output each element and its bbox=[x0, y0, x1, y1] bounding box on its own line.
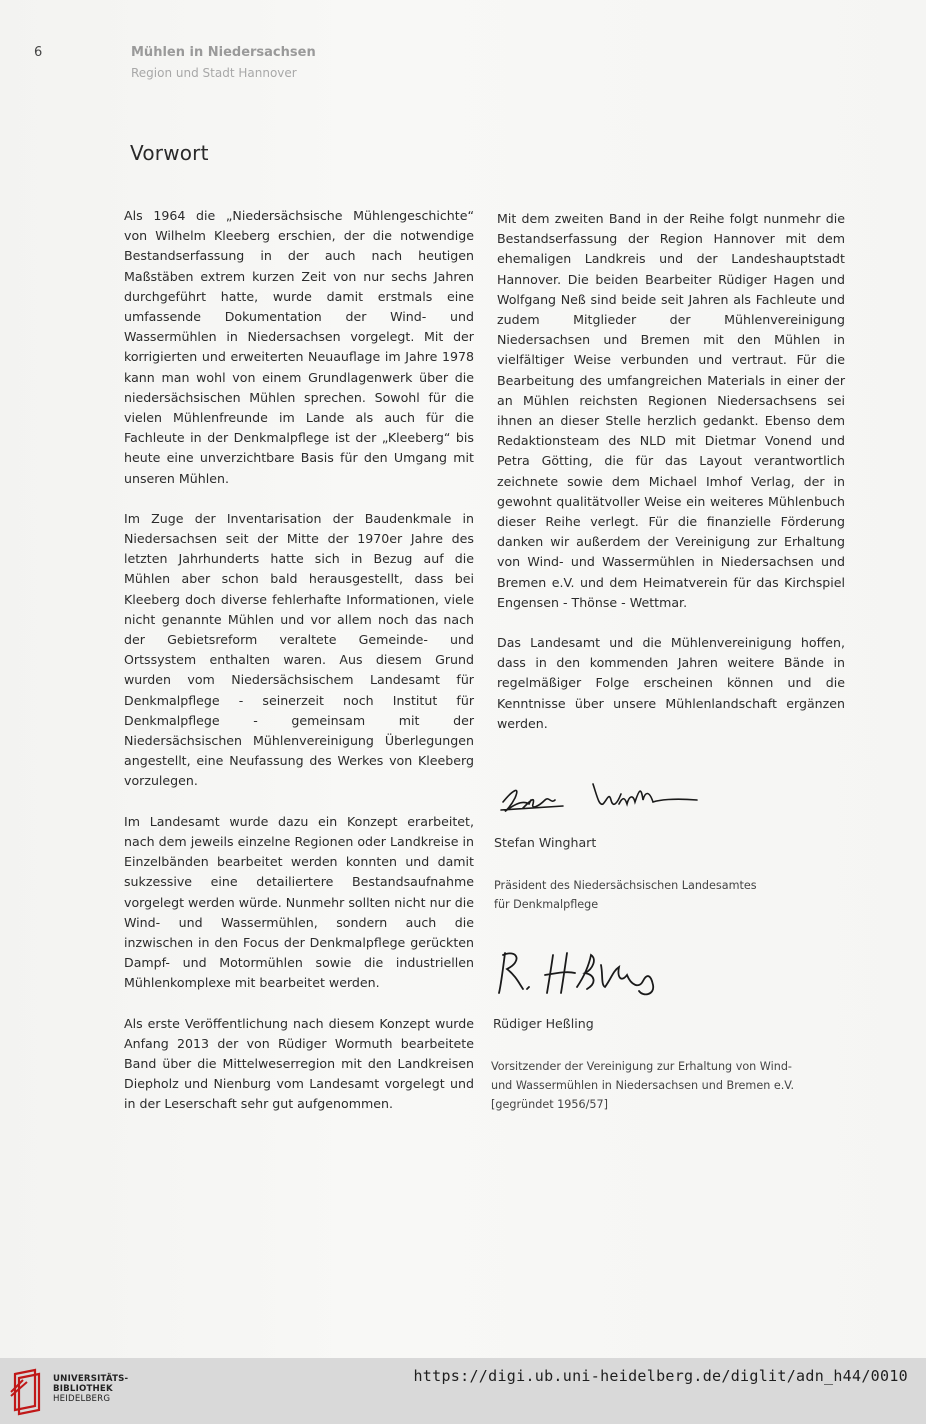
paragraph: Mit dem zweiten Band in der Reihe folgt nunmehr die Bestandserfassung der Region Hannover mit dem ehemaligen Landkreis und der Landeshauptstadt Hannover. Die beiden Bearbeiter Rüdiger Hagen und Wolfgang Neß sind beide seit Jahren als Fachleute und zudem Mitglieder der Mühlenvereinigung Niedersachsen und Bremen mit den Mühlen in vielfältiger Weise verbunden und vertraut. Für die Bearbeitung des umfangreichen Materials in einer der an Mühlen reichsten Regionen Niedersachsens sei ihnen an dieser Stelle herzlich gedankt. Ebenso dem Redaktionsteam des NLD mit Dietmar Vonend und Petra Götting, die für das Layout verantwortlich zeichnete sowie dem Michael Imhof Verlag, der in gewohnt qualitätvoller Weise ein weiteres Mühlenbuch dieser Reihe verlegt. Für die finanzielle Förderung danken wir außerdem der Vereinigung zur Erhaltung von Wind- und Wassermühlen in Niedersachsen und Bremen e.V. und dem Heimatverein für das Kirchspiel Engensen - Thönse - Wettmar. bbox=[497, 211, 845, 610]
paragraph: Als erste Veröffentlichung nach diesem Konzept wurde Anfang 2013 der von Rüdiger Wormuth bearbeitete Band über die Mittelweserregion mit den Landkreisen Diepholz und Nienburg vom Landesamt vorgelegt und in der Leserschaft sehr gut aufgenommen. bbox=[124, 1015, 474, 1112]
page-number: 6 bbox=[34, 45, 43, 60]
section-heading: Vorwort bbox=[130, 141, 209, 165]
signer-name: Rüdiger Heßling bbox=[493, 1016, 594, 1031]
paragraph: Im Zuge der Inventarisation der Baudenkmale in Niedersachsen seit der Mitte der 1970er Jahre des letzten Jahrhunderts hatte sich in Bezug auf die Mühlen aber schon bald herausgestellt, dass bei Kleeberg doch diverse fehlerhafte Informationen, viele nicht genannte Mühlen und vor allem noch das nach der Gebietsreform veraltete Gemeinde- und Ortssystem enthalten waren. Aus diesem Grund wurden vom Niedersächsischem Landesamt für Denkmalpflege - seinerzeit noch Institut für Denkmalpflege - gemeinsam mit der Niedersächsischen Mühlenvereinigung Überlegungen angestellt, eine Neufassung des Werkes von Kleeberg vorzulegen. bbox=[124, 510, 474, 789]
signer-role: Präsident des Niedersächsischen Landesamtes für Denkmalpflege bbox=[494, 879, 757, 911]
paragraph: Das Landesamt und die Mühlenvereinigung hoffen, dass in den kommenden Jahren weitere Bände in regelmäßiger Folge erscheinen können und die Kenntnisse über unsere Mühlenlandschaft ergänzen werden. bbox=[497, 635, 845, 731]
text-column-left bbox=[124, 206, 474, 1135]
signer-name: Stefan Winghart bbox=[494, 835, 597, 850]
text-column-right bbox=[497, 209, 845, 754]
signature-winghart bbox=[493, 770, 713, 830]
digitization-footer bbox=[0, 1358, 926, 1424]
paragraph: Im Landesamt wurde dazu ein Konzept erarbeitet, nach dem jeweils einzelne Regionen oder Landkreise in Einzelbänden bearbeitet werden konnten und damit sukzessive eine detailiertere Bestandsaufnahme vorgelegt werden würde. Nunmehr sollten nicht nur die Wind- und Wassermühlen, sondern auch die inzwischen in den Focus der Denkmalpflege gerückten Dampf- und Motormühlen sowie die industriellen Mühlenkomplexe mit bearbeitet werden. bbox=[124, 813, 474, 991]
running-title: Mühlen in Niedersachsen bbox=[131, 45, 316, 60]
signer-role: Vorsitzender der Vereinigung zur Erhaltung von Wind- und Wassermühlen in Niedersachsen und Bremen e.V. [gegründet 1956/57] bbox=[491, 1060, 795, 1111]
permalink-url[interactable]: https://digi.ub.uni-heidelberg.de/diglit/adn_h44/0010 bbox=[413, 1367, 908, 1385]
library-name: UNIVERSITÄTS- BIBLIOTHEK HEIDELBERG bbox=[53, 1374, 129, 1404]
paragraph: Als 1964 die „Niedersächsische Mühlengeschichte“ von Wilhelm Kleeberg erschien, der die notwendige Bestandserfassung in der auch nach heutigen Maßstäben extrem kurzen Zeit von nur sechs Jahren durchgeführt hatte, wurde damit erstmals eine umfassende Dokumentation der Wind- und Wassermühlen in Niedersachsen vorgelegt. Mit der korrigierten und erweiterten Neuauflage im Jahre 1978 kann man wohl von einem Grundlagenwerk über die niedersächsischen Mühlen sprechen. Sowohl für die vielen Mühlenfreunde im Lande als auch für die Fachleute in der Denkmalpflege ist der „Kleeberg“ bis heute eine unverzichtbare Basis für den Umgang mit unseren Mühlen. bbox=[124, 208, 474, 486]
signature-hessling bbox=[493, 945, 713, 1005]
library-logo-icon bbox=[9, 1366, 47, 1416]
running-subtitle: Region und Stadt Hannover bbox=[131, 66, 297, 80]
